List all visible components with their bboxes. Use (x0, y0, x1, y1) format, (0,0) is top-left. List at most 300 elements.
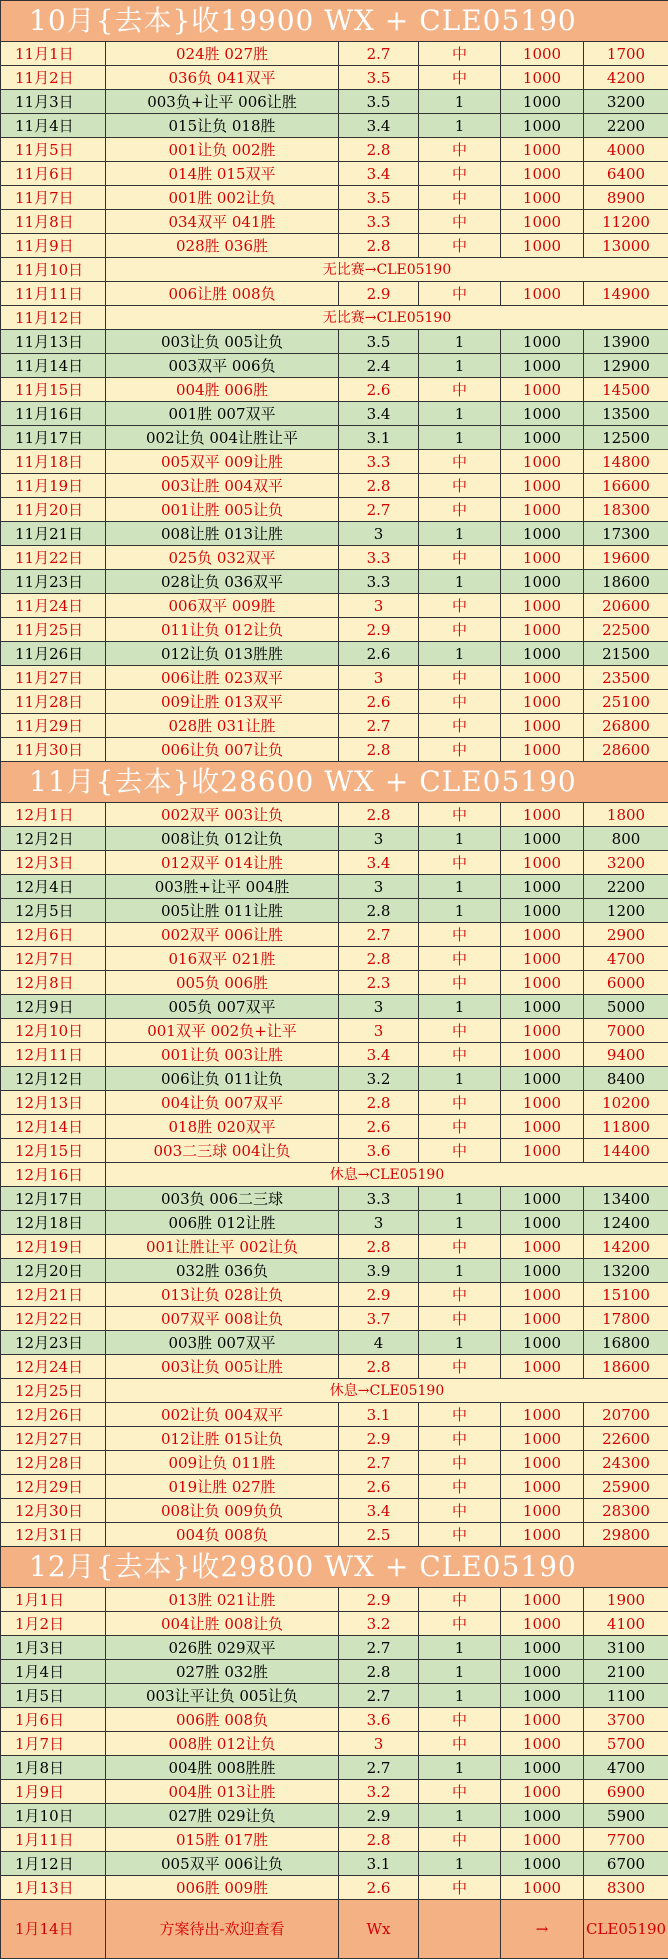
odds-cell: 2.8 (339, 474, 419, 498)
stake-cell: 1000 (501, 1091, 584, 1115)
total-cell: 26800 (584, 714, 668, 738)
date-cell: 12月19日 (1, 1235, 106, 1259)
table-row (1, 450, 668, 474)
footer-plan: 方案待出-欢迎查看 (106, 1900, 339, 1959)
table-row (1, 1684, 668, 1708)
odds-cell: 2.9 (339, 282, 419, 306)
date-cell: 11月28日 (1, 690, 106, 714)
table-row (1, 1187, 668, 1211)
odds-cell: 3 (339, 1732, 419, 1756)
total-cell: 17800 (584, 1307, 668, 1331)
result-cell: 中 (419, 450, 501, 474)
pick-cell: 006让负 007让负 (106, 738, 339, 762)
odds-cell: 2.9 (339, 618, 419, 642)
date-cell: 11月18日 (1, 450, 106, 474)
table-row (1, 1612, 668, 1636)
odds-cell: 3 (339, 522, 419, 546)
table-row (1, 1355, 668, 1379)
total-cell: 1100 (584, 1684, 668, 1708)
table-row (1, 1043, 668, 1067)
date-cell: 12月9日 (1, 995, 106, 1019)
table-row (1, 666, 668, 690)
stake-cell: 1000 (501, 1612, 584, 1636)
stake-cell: 1000 (501, 1235, 584, 1259)
note-cell: 无比赛→CLE05190 (106, 306, 668, 330)
odds-cell: 2.9 (339, 1427, 419, 1451)
pick-cell: 003让胜 004双平 (106, 474, 339, 498)
table-row (1, 642, 668, 666)
stake-cell: 1000 (501, 42, 584, 66)
result-cell: 1 (419, 1259, 501, 1283)
odds-cell: 2.7 (339, 42, 419, 66)
stake-cell: 1000 (501, 162, 584, 186)
total-cell: 24300 (584, 1451, 668, 1475)
footer-blank (419, 1900, 501, 1959)
date-cell: 12月26日 (1, 1403, 106, 1427)
odds-cell: 3.5 (339, 330, 419, 354)
date-cell: 12月4日 (1, 875, 106, 899)
table-row (1, 354, 668, 378)
date-cell: 12月17日 (1, 1187, 106, 1211)
table-row (1, 162, 668, 186)
stake-cell: 1000 (501, 1780, 584, 1804)
stake-cell: 1000 (501, 594, 584, 618)
table-row (1, 1451, 668, 1475)
odds-cell: 3.4 (339, 851, 419, 875)
total-cell: 3200 (584, 851, 668, 875)
total-cell: 13900 (584, 330, 668, 354)
odds-cell: 3 (339, 827, 419, 851)
result-cell: 1 (419, 1187, 501, 1211)
total-cell: 12900 (584, 354, 668, 378)
pick-cell: 004让负 007双平 (106, 1091, 339, 1115)
date-cell: 1月3日 (1, 1636, 106, 1660)
stake-cell: 1000 (501, 114, 584, 138)
date-cell: 12月15日 (1, 1139, 106, 1163)
date-cell: 12月18日 (1, 1211, 106, 1235)
total-cell: 13400 (584, 1187, 668, 1211)
odds-cell: 2.6 (339, 690, 419, 714)
pick-cell: 003胜 007双平 (106, 1331, 339, 1355)
stake-cell: 1000 (501, 402, 584, 426)
date-cell: 11月2日 (1, 66, 106, 90)
pick-cell: 024胜 027胜 (106, 42, 339, 66)
result-cell: 中 (419, 971, 501, 995)
date-cell: 11月12日 (1, 306, 106, 330)
pick-cell: 016双平 021胜 (106, 947, 339, 971)
date-cell: 1月6日 (1, 1708, 106, 1732)
pick-cell: 002让负 004让胜让平 (106, 426, 339, 450)
total-cell: 3700 (584, 1708, 668, 1732)
odds-cell: 3 (339, 995, 419, 1019)
total-cell: 25900 (584, 1475, 668, 1499)
stake-cell: 1000 (501, 1211, 584, 1235)
table-row (1, 138, 668, 162)
table-row (1, 1067, 668, 1091)
table-row (1, 1283, 668, 1307)
table-row (1, 1091, 668, 1115)
odds-cell: 3.6 (339, 1708, 419, 1732)
odds-cell: 3.7 (339, 1307, 419, 1331)
odds-cell: 2.8 (339, 1235, 419, 1259)
odds-cell: 2.8 (339, 1660, 419, 1684)
result-cell: 1 (419, 330, 501, 354)
total-cell: 18600 (584, 1355, 668, 1379)
result-cell: 中 (419, 474, 501, 498)
stake-cell: 1000 (501, 90, 584, 114)
pick-cell: 003二三球 004让负 (106, 1139, 339, 1163)
date-cell: 11月29日 (1, 714, 106, 738)
total-cell: 16600 (584, 474, 668, 498)
odds-cell: 4 (339, 1331, 419, 1355)
pick-cell: 001让胜 005让负 (106, 498, 339, 522)
total-cell: 800 (584, 827, 668, 851)
table-row (1, 851, 668, 875)
stake-cell: 1000 (501, 690, 584, 714)
total-cell: 23500 (584, 666, 668, 690)
pick-cell: 032胜 036负 (106, 1259, 339, 1283)
result-cell: 中 (419, 947, 501, 971)
footer-date: 1月14日 (1, 1900, 106, 1959)
result-cell: 中 (419, 618, 501, 642)
pick-cell: 002让负 004双平 (106, 1403, 339, 1427)
total-cell: 22600 (584, 1427, 668, 1451)
pick-cell: 005让胜 011让胜 (106, 899, 339, 923)
pick-cell: 004负 008负 (106, 1523, 339, 1547)
stake-cell: 1000 (501, 378, 584, 402)
pick-cell: 006胜 009胜 (106, 1876, 339, 1900)
stake-cell: 1000 (501, 450, 584, 474)
pick-cell: 007双平 008让负 (106, 1307, 339, 1331)
table-row (1, 1115, 668, 1139)
stake-cell: 1000 (501, 1403, 584, 1427)
odds-cell: 2.3 (339, 971, 419, 995)
date-cell: 11月4日 (1, 114, 106, 138)
total-cell: 21500 (584, 642, 668, 666)
result-cell: 中 (419, 282, 501, 306)
stake-cell: 1000 (501, 1499, 584, 1523)
odds-cell: 2.8 (339, 803, 419, 827)
total-cell: 29800 (584, 1523, 668, 1547)
total-cell: 1700 (584, 42, 668, 66)
result-cell: 1 (419, 1636, 501, 1660)
date-cell: 11月17日 (1, 426, 106, 450)
stake-cell: 1000 (501, 570, 584, 594)
total-cell: 17300 (584, 522, 668, 546)
date-cell: 12月30日 (1, 1499, 106, 1523)
total-cell: 14200 (584, 1235, 668, 1259)
date-cell: 12月31日 (1, 1523, 106, 1547)
table-row (1, 1307, 668, 1331)
result-cell: 中 (419, 1708, 501, 1732)
pick-cell: 003让平让负 005让负 (106, 1684, 339, 1708)
odds-cell: 2.8 (339, 138, 419, 162)
result-cell: 1 (419, 522, 501, 546)
pick-cell: 004胜 013让胜 (106, 1780, 339, 1804)
stake-cell: 1000 (501, 474, 584, 498)
table-row (1, 1828, 668, 1852)
odds-cell: 2.7 (339, 498, 419, 522)
stake-cell: 1000 (501, 1187, 584, 1211)
stake-cell: 1000 (501, 827, 584, 851)
total-cell: 14900 (584, 282, 668, 306)
date-cell: 12月13日 (1, 1091, 106, 1115)
odds-cell: 2.9 (339, 1588, 419, 1612)
stake-cell: 1000 (501, 738, 584, 762)
total-cell: 5900 (584, 1804, 668, 1828)
stake-cell: 1000 (501, 714, 584, 738)
pick-cell: 026胜 029双平 (106, 1636, 339, 1660)
pick-cell: 027胜 032胜 (106, 1660, 339, 1684)
result-cell: 1 (419, 1067, 501, 1091)
date-cell: 1月8日 (1, 1756, 106, 1780)
pick-cell: 006双平 009胜 (106, 594, 339, 618)
table-row (1, 378, 668, 402)
result-cell: 1 (419, 402, 501, 426)
date-cell: 1月2日 (1, 1612, 106, 1636)
table-row (1, 522, 668, 546)
total-cell: 8900 (584, 186, 668, 210)
stake-cell: 1000 (501, 330, 584, 354)
odds-cell: 3 (339, 1019, 419, 1043)
result-cell: 1 (419, 426, 501, 450)
table-row (1, 114, 668, 138)
odds-cell: 3.1 (339, 1403, 419, 1427)
odds-cell: 2.9 (339, 1283, 419, 1307)
stake-cell: 1000 (501, 642, 584, 666)
table-row (1, 947, 668, 971)
table-row (1, 923, 668, 947)
stake-cell: 1000 (501, 923, 584, 947)
table-row (1, 1708, 668, 1732)
date-cell: 11月16日 (1, 402, 106, 426)
result-cell: 中 (419, 1523, 501, 1547)
total-cell: 3100 (584, 1636, 668, 1660)
table-row (1, 714, 668, 738)
result-cell: 中 (419, 1235, 501, 1259)
date-cell: 12月1日 (1, 803, 106, 827)
odds-cell: 3.5 (339, 66, 419, 90)
footer-row (1, 1900, 668, 1959)
result-cell: 1 (419, 114, 501, 138)
date-cell: 11月26日 (1, 642, 106, 666)
pick-cell: 012让胜 015让负 (106, 1427, 339, 1451)
table-row (1, 899, 668, 923)
total-cell: 13200 (584, 1259, 668, 1283)
pick-cell: 013让负 028让负 (106, 1283, 339, 1307)
result-cell: 中 (419, 1115, 501, 1139)
total-cell: 6900 (584, 1780, 668, 1804)
odds-cell: 2.6 (339, 642, 419, 666)
stake-cell: 1000 (501, 1475, 584, 1499)
date-cell: 12月29日 (1, 1475, 106, 1499)
total-cell: 1900 (584, 1588, 668, 1612)
date-cell: 11月1日 (1, 42, 106, 66)
odds-cell: 3.1 (339, 1852, 419, 1876)
total-cell: 8300 (584, 1876, 668, 1900)
date-cell: 12月27日 (1, 1427, 106, 1451)
result-cell: 中 (419, 378, 501, 402)
total-cell: 6400 (584, 162, 668, 186)
pick-cell: 001胜 007双平 (106, 402, 339, 426)
stake-cell: 1000 (501, 851, 584, 875)
odds-cell: 2.8 (339, 947, 419, 971)
pick-cell: 015让负 018胜 (106, 114, 339, 138)
odds-cell: 2.7 (339, 1756, 419, 1780)
total-cell: 5000 (584, 995, 668, 1019)
date-cell: 12月28日 (1, 1451, 106, 1475)
result-cell: 中 (419, 1043, 501, 1067)
table-row (1, 546, 668, 570)
result-cell: 中 (419, 666, 501, 690)
stake-cell: 1000 (501, 426, 584, 450)
result-cell: 中 (419, 1139, 501, 1163)
result-cell: 中 (419, 923, 501, 947)
pick-cell: 019让胜 027胜 (106, 1475, 339, 1499)
odds-cell: 3 (339, 666, 419, 690)
result-cell: 中 (419, 42, 501, 66)
pick-cell: 001双平 002负+让平 (106, 1019, 339, 1043)
stake-cell: 1000 (501, 803, 584, 827)
table-row (1, 426, 668, 450)
month-header-row (1, 1, 668, 42)
table-row (1, 498, 668, 522)
month-header-row (1, 762, 668, 803)
result-cell: 中 (419, 714, 501, 738)
date-cell: 11月27日 (1, 666, 106, 690)
table-row (1, 1852, 668, 1876)
total-cell: 1800 (584, 803, 668, 827)
odds-cell: 3.4 (339, 114, 419, 138)
date-cell: 11月7日 (1, 186, 106, 210)
date-cell: 12月12日 (1, 1067, 106, 1091)
odds-cell: 3 (339, 1211, 419, 1235)
stake-cell: 1000 (501, 1756, 584, 1780)
footer-contact: CLE05190 (584, 1900, 668, 1959)
total-cell: 14500 (584, 378, 668, 402)
footer-arrow: → (501, 1900, 584, 1959)
pick-cell: 004胜 006胜 (106, 378, 339, 402)
pick-cell: 001让胜让平 002让负 (106, 1235, 339, 1259)
pick-cell: 006让胜 008负 (106, 282, 339, 306)
total-cell: 18300 (584, 498, 668, 522)
total-cell: 2900 (584, 923, 668, 947)
result-cell: 中 (419, 851, 501, 875)
pick-cell: 003双平 006负 (106, 354, 339, 378)
table-row (1, 1379, 668, 1403)
odds-cell: 3.4 (339, 1043, 419, 1067)
pick-cell: 001让负 002胜 (106, 138, 339, 162)
date-cell: 1月10日 (1, 1804, 106, 1828)
table-row (1, 90, 668, 114)
stake-cell: 1000 (501, 546, 584, 570)
date-cell: 12月6日 (1, 923, 106, 947)
table-row (1, 594, 668, 618)
date-cell: 1月11日 (1, 1828, 106, 1852)
date-cell: 1月13日 (1, 1876, 106, 1900)
odds-cell: 3.4 (339, 162, 419, 186)
table-row (1, 1756, 668, 1780)
odds-cell: 2.7 (339, 1684, 419, 1708)
stake-cell: 1000 (501, 1451, 584, 1475)
table-row (1, 1636, 668, 1660)
table-row (1, 330, 668, 354)
stake-cell: 1000 (501, 1115, 584, 1139)
date-cell: 12月2日 (1, 827, 106, 851)
note-cell: 无比赛→CLE05190 (106, 258, 668, 282)
table-row (1, 474, 668, 498)
odds-cell: 3.6 (339, 1139, 419, 1163)
total-cell: 28600 (584, 738, 668, 762)
pick-cell: 004胜 008胜胜 (106, 1756, 339, 1780)
total-cell: 13500 (584, 402, 668, 426)
result-cell: 中 (419, 1355, 501, 1379)
total-cell: 5700 (584, 1732, 668, 1756)
result-cell: 中 (419, 498, 501, 522)
stake-cell: 1000 (501, 1355, 584, 1379)
pick-cell: 012让负 013胜胜 (106, 642, 339, 666)
odds-cell: 3.2 (339, 1067, 419, 1091)
date-cell: 11月14日 (1, 354, 106, 378)
table-row (1, 1804, 668, 1828)
date-cell: 11月8日 (1, 210, 106, 234)
pick-cell: 027胜 029让负 (106, 1804, 339, 1828)
pick-cell: 002双平 006让胜 (106, 923, 339, 947)
result-cell: 1 (419, 875, 501, 899)
pick-cell: 005双平 009让胜 (106, 450, 339, 474)
stake-cell: 1000 (501, 1636, 584, 1660)
stake-cell: 1000 (501, 282, 584, 306)
total-cell: 3200 (584, 90, 668, 114)
stake-cell: 1000 (501, 1283, 584, 1307)
date-cell: 12月22日 (1, 1307, 106, 1331)
date-cell: 12月5日 (1, 899, 106, 923)
odds-cell: 3.3 (339, 450, 419, 474)
date-cell: 12月21日 (1, 1283, 106, 1307)
result-cell: 中 (419, 66, 501, 90)
date-cell: 11月11日 (1, 282, 106, 306)
total-cell: 15100 (584, 1283, 668, 1307)
result-cell: 中 (419, 1780, 501, 1804)
date-cell: 1月7日 (1, 1732, 106, 1756)
result-cell: 1 (419, 1756, 501, 1780)
stake-cell: 1000 (501, 186, 584, 210)
odds-cell: 2.4 (339, 354, 419, 378)
total-cell: 6700 (584, 1852, 668, 1876)
result-cell: 中 (419, 546, 501, 570)
pick-cell: 001胜 002让负 (106, 186, 339, 210)
stake-cell: 1000 (501, 210, 584, 234)
pick-cell: 006胜 008负 (106, 1708, 339, 1732)
date-cell: 11月3日 (1, 90, 106, 114)
stake-cell: 1000 (501, 66, 584, 90)
result-cell: 中 (419, 1612, 501, 1636)
total-cell: 11200 (584, 210, 668, 234)
date-cell: 12月7日 (1, 947, 106, 971)
odds-cell: 3.5 (339, 186, 419, 210)
stake-cell: 1000 (501, 1708, 584, 1732)
table-row (1, 1019, 668, 1043)
result-cell: 1 (419, 1804, 501, 1828)
pick-cell: 005负 006胜 (106, 971, 339, 995)
table-row (1, 827, 668, 851)
pick-cell: 034双平 041胜 (106, 210, 339, 234)
odds-cell: 3.3 (339, 1187, 419, 1211)
odds-cell: 3.4 (339, 402, 419, 426)
table-row (1, 282, 668, 306)
stake-cell: 1000 (501, 1307, 584, 1331)
result-cell: 中 (419, 210, 501, 234)
